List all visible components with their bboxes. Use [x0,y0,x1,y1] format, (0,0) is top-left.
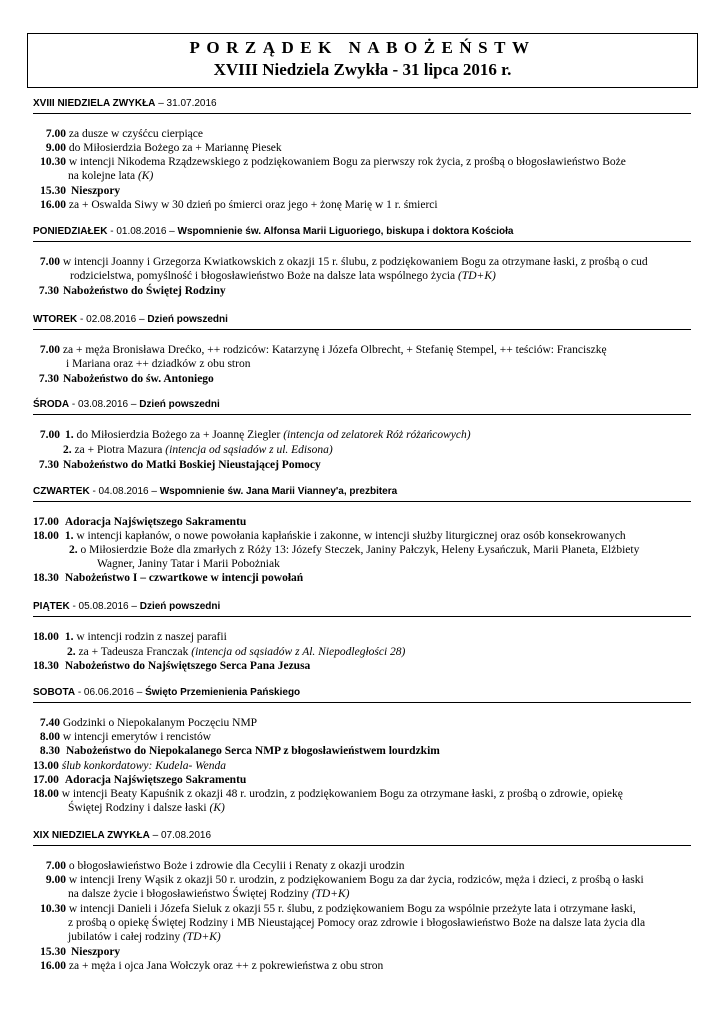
service-entry: 7.30 Nabożeństwo do św. Antoniego [38,373,214,385]
service-entry: 7.30 Nabożeństwo do Matki Boskiej Nieustającej Pomocy [38,459,321,471]
mass-entry: 10.30 w intencji Nikodema Rządzewskiego z podziękowaniem Bogu za pierwszy rok życia, z prośbą o błogosławieństwo Boże [40,156,626,168]
mass-entry: 8.00 w intencji emerytów i rencistów [39,731,212,743]
day-header: XVIII NIEDZIELA ZWYKŁA – 31.07.2016 [33,97,691,114]
title-main: PORZĄDEK NABOŻEŃSTW [189,38,536,57]
mass-entry: 16.00 za + męża i ojca Jana Wołczyk oraz ++ z pokrewieństwa z obu stron [40,960,384,972]
mass-entry: 16.00 za + Oswalda Siwy w 30 dzień po śmierci oraz jego + żonę Marię w 1 r. śmierci [40,199,438,211]
title-sub: XVIII Niedziela Zwykła - 31 lipca 2016 r. [213,60,512,79]
service-entry: 18.30 Nabożeństwo do Najświętszego Serca Pana Jezusa [33,660,311,672]
mass-entry-continuation: na dalsze życie i błogosławieństwo Świętej Rodziny (TD+K) [68,888,350,900]
mass-entry: 7.00 za + męża Bronisława Drećko, ++ rodziców: Katarzynę i Józefa Olbrecht, + Stefanię Stempel, ++ teściów: Franciszkę [39,344,607,356]
service-entry: 7.30 Nabożeństwo do Świętej Rodziny [38,285,226,297]
mass-entry-continuation: Wagner, Janiny Tatar i Marii Pobożniak [97,558,280,570]
service-entry: 15.30 Nieszpory [40,185,121,197]
service-entry: 8.30 Nabożeństwo do Niepokalanego Serca NMP z błogosławieństwem lourdzkim [39,745,440,757]
mass-entry-continuation: jubilatów i całej rodziny (TD+K) [68,931,221,943]
mass-entry-continuation: i Mariana oraz ++ dziadków z obu stron [66,358,251,370]
day-header: CZWARTEK - 04.08.2016 – Wspomnienie św. Jana Marii Vianney'a, prezbitera [33,485,691,502]
service-entry: 7.40 Godzinki o Niepokalanym Poczęciu NMP [39,717,258,729]
document-title [27,33,698,88]
day-header: PONIEDZIAŁEK - 01.08.2016 – Wspomnienie św. Alfonsa Marii Liguoriego, biskupa i doktora Kościoła [33,225,691,242]
mass-entry: 10.30 w intencji Danieli i Józefa Sieluk z okazji 55 r. ślubu, z podziękowaniem Bogu za wspólnie przeżyte lata i otrzymane łaski, [40,903,636,915]
mass-entry: 18.00 1. w intencji rodzin z naszej parafii [33,631,227,643]
mass-entry: 9.00 w intencji Ireny Wąsik z okazji 50 r. urodzin, z podziękowaniem Bogu za dar życia, rodziców, męża i dzieci, z prośbą o łaski [45,874,644,886]
day-header: SOBOTA - 06.06.2016 – Święto Przemienienia Pańskiego [33,686,691,703]
mass-entry: 18.00 1. w intencji kapłanów, o nowe powołania kapłańskie i zakonne, w intencji służby liturgicznej oraz osób konsekrowanych [33,530,626,542]
mass-entry-continuation: rodzicielstwa, pomyślność i błogosławieństwo Boże na dalsze lata wspólnego życia (TD+K) [70,270,496,282]
mass-entry: 2. o Miłosierdzie Boże dla zmarłych z Róży 13: Józefy Steczek, Janiny Pałczyk, Heleny Łysańczuk, Marii Płaneta, Elżbiety [69,544,640,556]
mass-entry-continuation: Świętej Rodziny i dalsze łaski (K) [68,802,225,814]
day-header: XIX NIEDZIELA ZWYKŁA – 07.08.2016 [33,829,691,846]
service-entry: 17.00 Adoracja Najświętszego Sakramentu [33,516,247,528]
day-header: WTOREK - 02.08.2016 – Dzień powszedni [33,313,691,330]
mass-entry: 18.00 w intencji Beaty Kapuśnik z okazji 48 r. urodzin, z podziękowaniem Bogu za otrzymane łaski, z prośbą o zdrowie, opiekę [33,788,623,800]
mass-entry: 7.00 1. do Miłosierdzia Bożego za + Joannę Ziegler (intencja od zelatorek Róż różańcowych) [39,429,471,441]
wedding-entry: 13.00 ślub konkordatowy: Kudela- Wenda [33,760,227,772]
day-header: ŚRODA - 03.08.2016 – Dzień powszedni [33,398,691,415]
service-entry: 17.00 Adoracja Najświętszego Sakramentu [33,774,247,786]
mass-entry: 9.00 do Miłosierdzia Bożego za + Mariannę Piesek [45,142,282,154]
mass-entry: 7.00 o błogosławieństwo Boże i zdrowie dla Cecylii i Renaty z okazji urodzin [45,860,405,872]
mass-entry: 2. za + Tadeusza Franczak (intencja od sąsiadów z Al. Niepodległości 28) [67,646,406,658]
day-header: PIĄTEK - 05.08.2016 – Dzień powszedni [33,600,691,617]
mass-entry: 7.00 w intencji Joanny i Grzegorza Kwiatkowskich z okazji 15 r. ślubu, z podziękowaniem Bogu za otrzymane łaski, z prośbą o cud [39,256,648,268]
mass-entry-continuation: z prośbą o opiekę Świętej Rodziny i MB Nieustającej Pomocy oraz zdrowie i błogosławieństwo Boże na dalsze lata życia dla [68,917,646,929]
mass-entry: 2. za + Piotra Mazura (intencja od sąsiadów z ul. Edisona) [63,444,333,456]
service-entry: 18.30 Nabożeństwo I – czwartkowe w intencji powołań [33,572,304,584]
mass-entry-continuation: na kolejne lata (K) [68,170,154,182]
mass-entry: 7.00 za dusze w czyśćcu cierpiące [45,128,203,140]
service-entry: 15.30 Nieszpory [40,946,121,958]
